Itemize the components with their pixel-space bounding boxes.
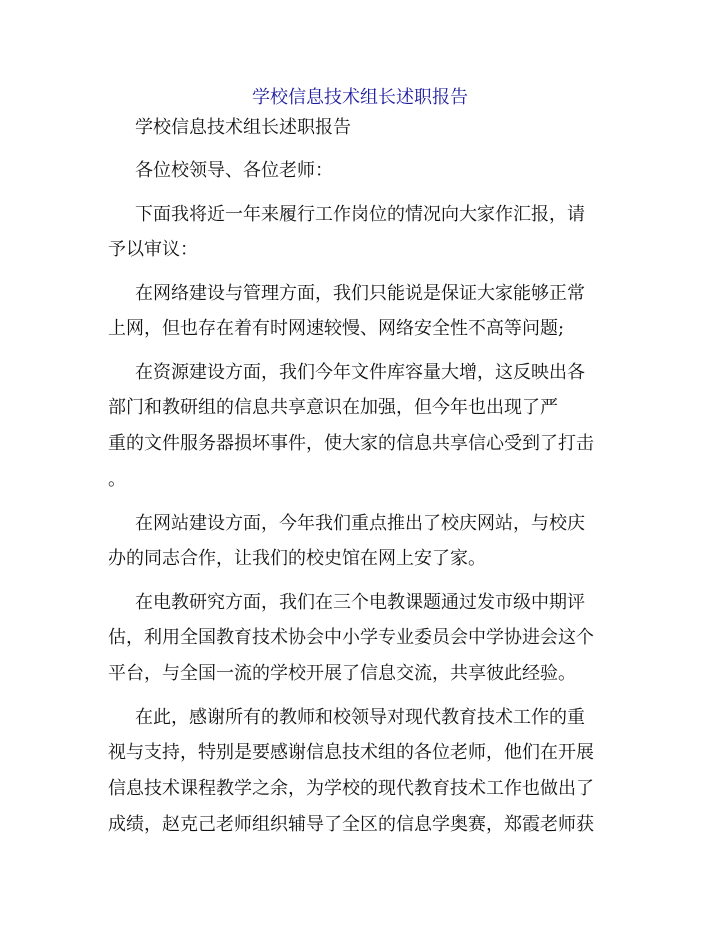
salutation: 各位校领导、各位老师： — [135, 160, 333, 181]
paragraph-line: 办的同志合作，让我们的校史馆在网上安了家。 — [108, 548, 486, 569]
paragraph-line: 重的文件服务器损坏事件，使大家的信息共享信心受到了打击 — [108, 433, 594, 454]
paragraph-line: 在电教研究方面，我们在三个电教课题通过发市级中期评 — [135, 592, 585, 613]
paragraph-line: 在网站建设方面，今年我们重点推出了校庆网站，与校庆 — [135, 513, 585, 534]
paragraph-line: 在资源建设方面，我们今年文件库容量大增，这反映出各 — [135, 362, 585, 383]
paragraph-line: 平台，与全国一流的学校开展了信息交流，共享彼此经验。 — [108, 663, 576, 684]
paragraph-line: 视与支持，特别是要感谢信息技术组的各位老师，他们在开展 — [108, 742, 594, 763]
paragraph-line: 成绩，赵克己老师组织辅导了全区的信息学奥赛，郑霞老师获 — [108, 814, 594, 835]
paragraph-line: 上网，但也存在着有时网速较慢、网络安全性不高等问题; — [108, 318, 565, 339]
paragraph-line: 信息技术课程教学之余，为学校的现代教育技术工作也做出了 — [108, 778, 594, 799]
paragraph-line: 在网络建设与管理方面，我们只能说是保证大家能够正常 — [135, 283, 585, 304]
paragraph-line: 予以审议： — [108, 239, 198, 260]
document-title: 学校信息技术组长述职报告 — [252, 87, 468, 108]
paragraph-line: 估，利用全国教育技术协会中小学专业委员会中学协进会这个 — [108, 627, 594, 648]
paragraph-line: 。 — [108, 469, 126, 490]
paragraph-line: 部门和教研组的信息共享意识在加强，但今年也出现了严 — [108, 397, 558, 418]
paragraph-line: 在此，感谢所有的教师和校领导对现代教育技术工作的重 — [135, 707, 585, 728]
paragraph-line: 下面我将近一年来履行工作岗位的情况向大家作汇报，请 — [135, 204, 585, 225]
heading-repeat: 学校信息技术组长述职报告 — [135, 117, 351, 138]
